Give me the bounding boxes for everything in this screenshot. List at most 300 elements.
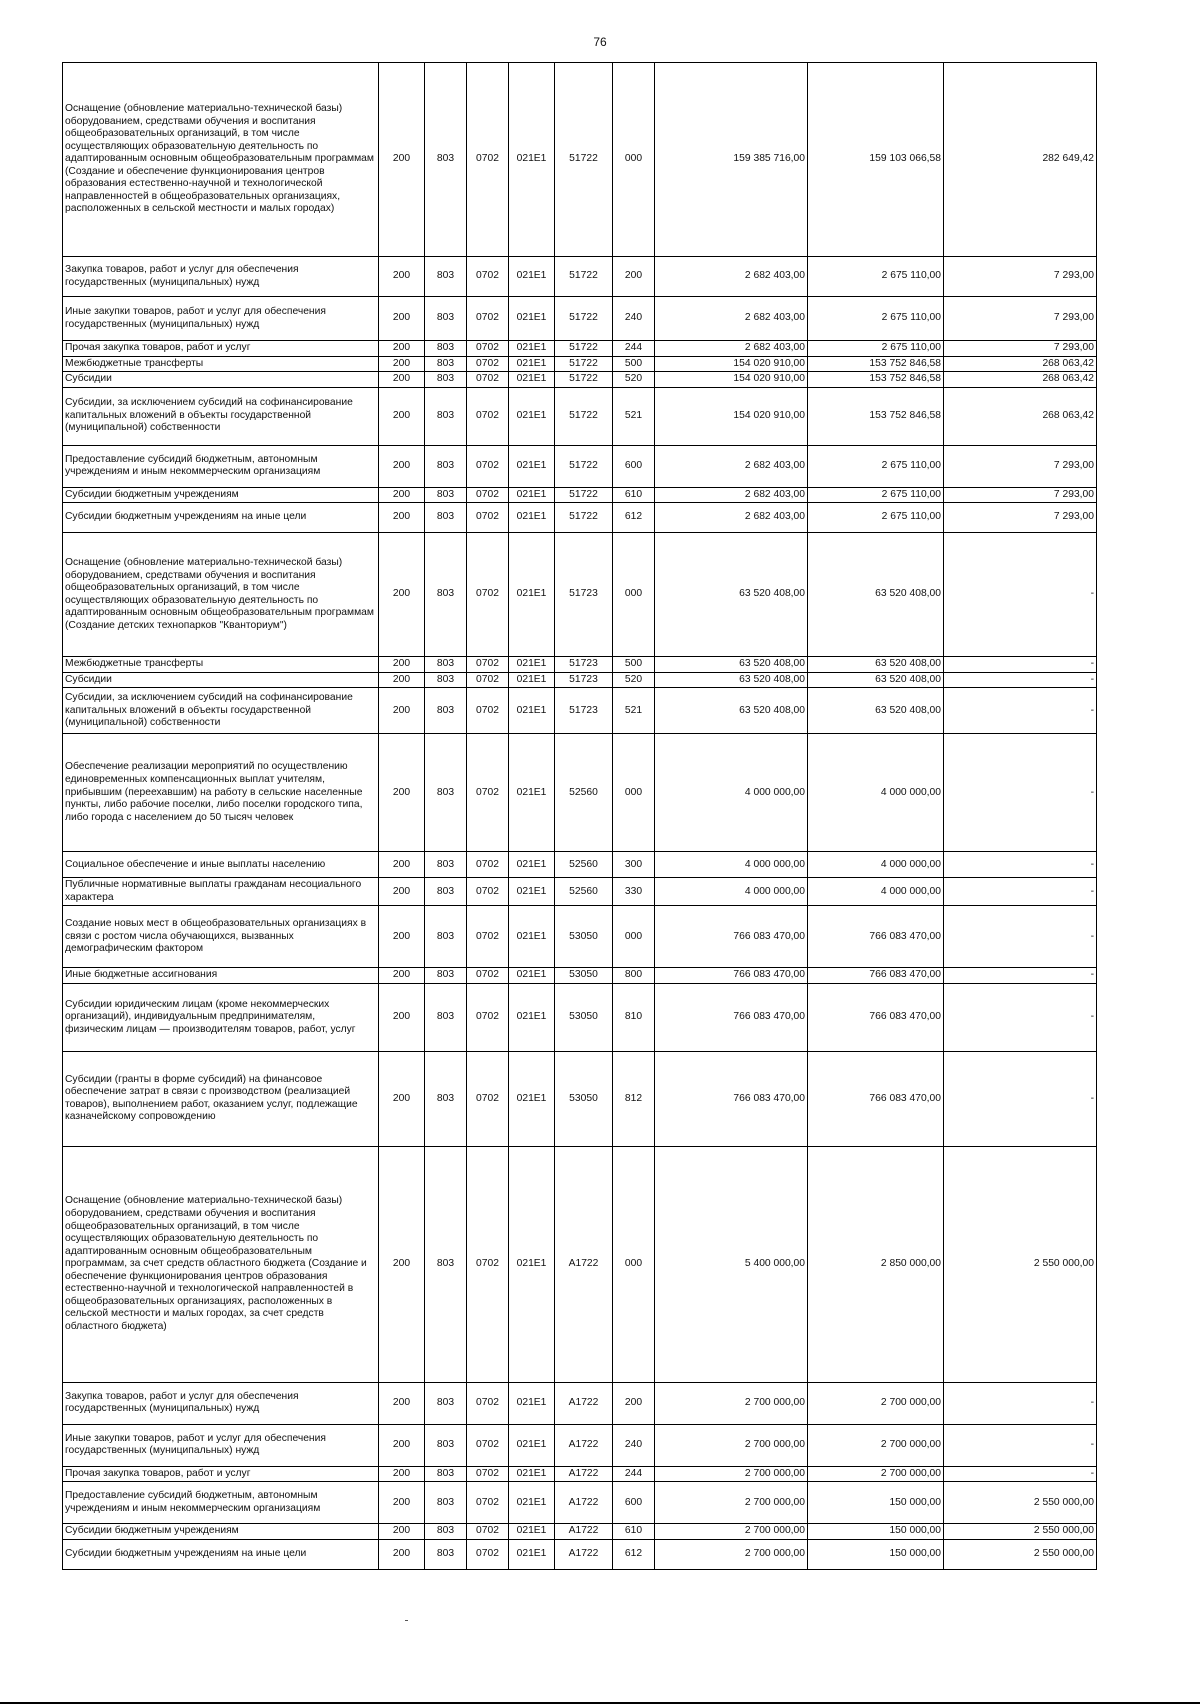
cell-code-section: 0702 [467, 1524, 509, 1540]
cell-approved-amount: 4 000 000,00 [655, 852, 808, 878]
cell-unexecuted-amount: 7 293,00 [944, 487, 1097, 503]
cell-code-ministry: 803 [425, 1424, 467, 1466]
cell-code-expense-type: 610 [613, 487, 655, 503]
cell-code-admin: 200 [379, 533, 425, 657]
cell-executed-amount: 2 700 000,00 [808, 1466, 944, 1482]
cell-code-direction: 53050 [555, 968, 613, 984]
cell-code-section: 0702 [467, 1424, 509, 1466]
cell-description: Иные закупки товаров, работ и услуг для обеспечения государственных (муниципальных) нужд [63, 1424, 379, 1466]
cell-approved-amount: 2 700 000,00 [655, 1524, 808, 1540]
cell-description: Субсидии, за исключением субсидий на софинансирование капитальных вложений в объекты государственной (муниципальной) собственности [63, 688, 379, 734]
cell-description: Закупка товаров, работ и услуг для обеспечения государственных (муниципальных) нужд [63, 257, 379, 297]
cell-code-ministry: 803 [425, 487, 467, 503]
cell-approved-amount: 2 700 000,00 [655, 1540, 808, 1570]
cell-code-admin: 200 [379, 503, 425, 533]
cell-code-expense-type: 610 [613, 1524, 655, 1540]
table-row [63, 1382, 1097, 1424]
cell-code-section: 0702 [467, 1051, 509, 1146]
cell-unexecuted-amount: - [944, 906, 1097, 968]
cell-approved-amount: 2 682 403,00 [655, 445, 808, 487]
cell-code-expense-type: 600 [613, 445, 655, 487]
cell-code-direction: 53050 [555, 983, 613, 1051]
cell-executed-amount: 63 520 408,00 [808, 672, 944, 688]
cell-code-ministry: 803 [425, 1146, 467, 1382]
cell-code-section: 0702 [467, 356, 509, 372]
cell-code-ministry: 803 [425, 734, 467, 852]
table-row [63, 297, 1097, 341]
cell-code-section: 0702 [467, 1482, 509, 1524]
cell-executed-amount: 2 850 000,00 [808, 1146, 944, 1382]
cell-unexecuted-amount: 7 293,00 [944, 503, 1097, 533]
cell-executed-amount: 2 675 110,00 [808, 503, 944, 533]
cell-approved-amount: 4 000 000,00 [655, 878, 808, 906]
cell-code-expense-type: 240 [613, 297, 655, 341]
cell-code-program: 021E1 [509, 1524, 555, 1540]
cell-description: Оснащение (обновление материально-технической базы) оборудованием, средствами обучения и воспитания общеобразовательных организаций, в том числе осуществляющих образовательную деятельность по адаптированным основным общеобразовательным программам, за счет средств областного бюджета (Создание и обеспечение функционирования центров образования естественно-научной и технологической направленностей в общеобразовательных организациях, расположенных в сельской местности и малых городах, за счет средств областного бюджета) [63, 1146, 379, 1382]
cell-description: Прочая закупка товаров, работ и услуг [63, 1466, 379, 1482]
cell-executed-amount: 153 752 846,58 [808, 372, 944, 388]
cell-code-ministry: 803 [425, 445, 467, 487]
cell-code-direction: 51722 [555, 387, 613, 445]
table-row [63, 372, 1097, 388]
cell-code-ministry: 803 [425, 878, 467, 906]
cell-code-ministry: 803 [425, 1466, 467, 1482]
cell-code-section: 0702 [467, 503, 509, 533]
cell-executed-amount: 153 752 846,58 [808, 356, 944, 372]
cell-code-ministry: 803 [425, 1382, 467, 1424]
cell-approved-amount: 5 400 000,00 [655, 1146, 808, 1382]
cell-executed-amount: 2 675 110,00 [808, 445, 944, 487]
table-row [63, 1424, 1097, 1466]
cell-code-admin: 200 [379, 688, 425, 734]
cell-approved-amount: 766 083 470,00 [655, 1051, 808, 1146]
cell-code-admin: 200 [379, 734, 425, 852]
cell-code-expense-type: 500 [613, 356, 655, 372]
cell-code-admin: 200 [379, 878, 425, 906]
cell-code-program: 021E1 [509, 878, 555, 906]
cell-approved-amount: 63 520 408,00 [655, 688, 808, 734]
table-row [63, 983, 1097, 1051]
page-number: 76 [593, 35, 607, 49]
cell-code-program: 021E1 [509, 533, 555, 657]
budget-table [62, 62, 1097, 1570]
cell-description: Обеспечение реализации мероприятий по осуществлению единовременных компенсационных выплат учителям, прибывшим (переехавшим) на работу в сельские населенные пункты, либо рабочие поселки, либо поселки городского типа, либо города с населением до 50 тысяч человек [63, 734, 379, 852]
cell-code-direction: A1722 [555, 1146, 613, 1382]
table-row [63, 533, 1097, 657]
cell-description: Субсидии бюджетным учреждениям [63, 487, 379, 503]
cell-code-section: 0702 [467, 734, 509, 852]
cell-approved-amount: 63 520 408,00 [655, 657, 808, 673]
cell-approved-amount: 2 682 403,00 [655, 503, 808, 533]
cell-description: Прочая закупка товаров, работ и услуг [63, 341, 379, 357]
cell-unexecuted-amount: 7 293,00 [944, 445, 1097, 487]
cell-description: Субсидии юридическим лицам (кроме некоммерческих организаций), индивидуальным предпринимателям, физическим лицам — производителям товаров, работ, услуг [63, 983, 379, 1051]
cell-unexecuted-amount: 2 550 000,00 [944, 1540, 1097, 1570]
cell-code-expense-type: 000 [613, 533, 655, 657]
cell-code-direction: 51722 [555, 503, 613, 533]
cell-approved-amount: 154 020 910,00 [655, 372, 808, 388]
table-row [63, 1540, 1097, 1570]
cell-code-direction: 51722 [555, 372, 613, 388]
cell-code-program: 021E1 [509, 1146, 555, 1382]
cell-description: Оснащение (обновление материально-технической базы) оборудованием, средствами обучения и воспитания общеобразовательных организаций, в том числе осуществляющих образовательную деятельность по адаптированным основным общеобразовательным программам (Создание детских технопарков "Кванториум") [63, 533, 379, 657]
table-body [63, 63, 1097, 1570]
cell-approved-amount: 159 385 716,00 [655, 63, 808, 257]
cell-approved-amount: 2 700 000,00 [655, 1382, 808, 1424]
cell-executed-amount: 150 000,00 [808, 1524, 944, 1540]
cell-code-program: 021E1 [509, 63, 555, 257]
cell-code-section: 0702 [467, 533, 509, 657]
cell-executed-amount: 4 000 000,00 [808, 734, 944, 852]
cell-approved-amount: 63 520 408,00 [655, 533, 808, 657]
cell-code-section: 0702 [467, 983, 509, 1051]
cell-unexecuted-amount: 282 649,42 [944, 63, 1097, 257]
cell-executed-amount: 2 700 000,00 [808, 1382, 944, 1424]
cell-approved-amount: 766 083 470,00 [655, 983, 808, 1051]
cell-code-section: 0702 [467, 487, 509, 503]
cell-description: Субсидии бюджетным учреждениям на иные цели [63, 1540, 379, 1570]
cell-code-program: 021E1 [509, 688, 555, 734]
cell-code-admin: 200 [379, 387, 425, 445]
cell-code-direction: A1722 [555, 1540, 613, 1570]
cell-approved-amount: 766 083 470,00 [655, 968, 808, 984]
table-row [63, 503, 1097, 533]
cell-code-program: 021E1 [509, 906, 555, 968]
cell-code-admin: 200 [379, 445, 425, 487]
cell-description: Иные бюджетные ассигнования [63, 968, 379, 984]
cell-code-admin: 200 [379, 1382, 425, 1424]
cell-approved-amount: 154 020 910,00 [655, 356, 808, 372]
cell-code-program: 021E1 [509, 1466, 555, 1482]
cell-description: Социальное обеспечение и иные выплаты населению [63, 852, 379, 878]
cell-code-program: 021E1 [509, 968, 555, 984]
cell-description: Предоставление субсидий бюджетным, автономным учреждениям и иным некоммерческим организациям [63, 445, 379, 487]
cell-approved-amount: 2 700 000,00 [655, 1466, 808, 1482]
cell-code-ministry: 803 [425, 372, 467, 388]
cell-code-admin: 200 [379, 1051, 425, 1146]
cell-code-direction: 51722 [555, 297, 613, 341]
cell-code-program: 021E1 [509, 672, 555, 688]
cell-code-ministry: 803 [425, 297, 467, 341]
cell-unexecuted-amount: - [944, 983, 1097, 1051]
cell-code-expense-type: 200 [613, 1382, 655, 1424]
cell-approved-amount: 2 682 403,00 [655, 487, 808, 503]
table-row [63, 1051, 1097, 1146]
cell-code-direction: A1722 [555, 1524, 613, 1540]
cell-code-direction: 51723 [555, 688, 613, 734]
cell-code-admin: 200 [379, 657, 425, 673]
cell-code-direction: A1722 [555, 1382, 613, 1424]
cell-code-ministry: 803 [425, 657, 467, 673]
cell-code-section: 0702 [467, 852, 509, 878]
cell-approved-amount: 2 682 403,00 [655, 341, 808, 357]
cell-description: Закупка товаров, работ и услуг для обеспечения государственных (муниципальных) нужд [63, 1382, 379, 1424]
cell-code-direction: 51722 [555, 63, 613, 257]
cell-code-program: 021E1 [509, 657, 555, 673]
cell-code-direction: A1722 [555, 1466, 613, 1482]
cell-code-expense-type: 000 [613, 1146, 655, 1382]
cell-code-section: 0702 [467, 1146, 509, 1382]
cell-code-expense-type: 612 [613, 503, 655, 533]
cell-code-admin: 200 [379, 341, 425, 357]
cell-code-direction: A1722 [555, 1424, 613, 1466]
cell-code-program: 021E1 [509, 1382, 555, 1424]
cell-code-program: 021E1 [509, 341, 555, 357]
cell-unexecuted-amount: - [944, 968, 1097, 984]
cell-approved-amount: 2 682 403,00 [655, 257, 808, 297]
cell-code-admin: 200 [379, 356, 425, 372]
cell-code-direction: 52560 [555, 852, 613, 878]
cell-code-ministry: 803 [425, 1051, 467, 1146]
cell-code-admin: 200 [379, 1146, 425, 1382]
cell-code-program: 021E1 [509, 503, 555, 533]
cell-code-admin: 200 [379, 852, 425, 878]
cell-description: Создание новых мест в общеобразовательных организациях в связи с ростом числа обучающихся, вызванных демографическим фактором [63, 906, 379, 968]
cell-approved-amount: 2 700 000,00 [655, 1482, 808, 1524]
cell-code-admin: 200 [379, 983, 425, 1051]
cell-approved-amount: 154 020 910,00 [655, 387, 808, 445]
cell-unexecuted-amount: - [944, 1051, 1097, 1146]
table-row [63, 445, 1097, 487]
cell-unexecuted-amount: - [944, 1466, 1097, 1482]
cell-code-expense-type: 520 [613, 672, 655, 688]
table-row [63, 906, 1097, 968]
cell-description: Публичные нормативные выплаты гражданам несоциального характера [63, 878, 379, 906]
cell-code-ministry: 803 [425, 387, 467, 445]
cell-unexecuted-amount: 7 293,00 [944, 297, 1097, 341]
table-row [63, 1482, 1097, 1524]
cell-code-expense-type: 300 [613, 852, 655, 878]
cell-code-section: 0702 [467, 1466, 509, 1482]
cell-code-section: 0702 [467, 257, 509, 297]
cell-code-ministry: 803 [425, 983, 467, 1051]
cell-unexecuted-amount: - [944, 878, 1097, 906]
cell-code-section: 0702 [467, 906, 509, 968]
cell-executed-amount: 2 700 000,00 [808, 1424, 944, 1466]
cell-executed-amount: 766 083 470,00 [808, 906, 944, 968]
table-row [63, 852, 1097, 878]
cell-code-admin: 200 [379, 1466, 425, 1482]
cell-executed-amount: 159 103 066,58 [808, 63, 944, 257]
cell-executed-amount: 4 000 000,00 [808, 852, 944, 878]
cell-executed-amount: 150 000,00 [808, 1540, 944, 1570]
cell-approved-amount: 4 000 000,00 [655, 734, 808, 852]
cell-code-direction: 51723 [555, 533, 613, 657]
cell-code-ministry: 803 [425, 852, 467, 878]
cell-code-section: 0702 [467, 1382, 509, 1424]
cell-code-admin: 200 [379, 1540, 425, 1570]
cell-code-program: 021E1 [509, 297, 555, 341]
cell-code-expense-type: 244 [613, 341, 655, 357]
table-row [63, 487, 1097, 503]
cell-code-expense-type: 240 [613, 1424, 655, 1466]
cell-code-program: 021E1 [509, 983, 555, 1051]
cell-code-admin: 200 [379, 968, 425, 984]
cell-code-ministry: 803 [425, 1524, 467, 1540]
cell-executed-amount: 766 083 470,00 [808, 968, 944, 984]
table-row [63, 63, 1097, 257]
cell-code-direction: 51722 [555, 257, 613, 297]
cell-code-program: 021E1 [509, 852, 555, 878]
table-row [63, 657, 1097, 673]
cell-code-program: 021E1 [509, 1540, 555, 1570]
cell-code-expense-type: 810 [613, 983, 655, 1051]
cell-code-expense-type: 244 [613, 1466, 655, 1482]
cell-code-direction: 51723 [555, 672, 613, 688]
cell-code-section: 0702 [467, 688, 509, 734]
cell-code-direction: 51722 [555, 445, 613, 487]
cell-executed-amount: 63 520 408,00 [808, 533, 944, 657]
cell-code-section: 0702 [467, 297, 509, 341]
table-row [63, 387, 1097, 445]
cell-code-ministry: 803 [425, 1482, 467, 1524]
cell-code-ministry: 803 [425, 672, 467, 688]
cell-unexecuted-amount: - [944, 852, 1097, 878]
cell-approved-amount: 2 682 403,00 [655, 297, 808, 341]
table-row [63, 734, 1097, 852]
cell-unexecuted-amount: 7 293,00 [944, 257, 1097, 297]
cell-unexecuted-amount: 268 063,42 [944, 356, 1097, 372]
table-row [63, 672, 1097, 688]
cell-executed-amount: 4 000 000,00 [808, 878, 944, 906]
cell-executed-amount: 150 000,00 [808, 1482, 944, 1524]
cell-code-admin: 200 [379, 63, 425, 257]
cell-code-program: 021E1 [509, 257, 555, 297]
cell-code-admin: 200 [379, 257, 425, 297]
cell-description: Субсидии, за исключением субсидий на софинансирование капитальных вложений в объекты государственной (муниципальной) собственности [63, 387, 379, 445]
cell-executed-amount: 2 675 110,00 [808, 297, 944, 341]
cell-code-direction: 52560 [555, 878, 613, 906]
cell-code-expense-type: 000 [613, 63, 655, 257]
cell-unexecuted-amount: - [944, 734, 1097, 852]
cell-code-expense-type: 612 [613, 1540, 655, 1570]
table-row [63, 257, 1097, 297]
cell-code-program: 021E1 [509, 372, 555, 388]
table-row [63, 1466, 1097, 1482]
cell-description: Оснащение (обновление материально-технической базы) оборудованием, средствами обучения и воспитания общеобразовательных организаций, в том числе осуществляющих образовательную деятельность по адаптированным основным общеобразовательным программам (Создание и обеспечение функционирования центров образования естественно-научной и технологической направленностей в общеобразовательных организациях, расположенных в сельской местности и малых городах) [63, 63, 379, 257]
cell-code-ministry: 803 [425, 688, 467, 734]
cell-unexecuted-amount: 268 063,42 [944, 387, 1097, 445]
cell-description: Субсидии бюджетным учреждениям на иные цели [63, 503, 379, 533]
table-row [63, 878, 1097, 906]
cell-code-expense-type: 800 [613, 968, 655, 984]
cell-executed-amount: 63 520 408,00 [808, 688, 944, 734]
cell-approved-amount: 2 700 000,00 [655, 1424, 808, 1466]
cell-code-program: 021E1 [509, 734, 555, 852]
cell-code-section: 0702 [467, 341, 509, 357]
cell-code-expense-type: 812 [613, 1051, 655, 1146]
cell-executed-amount: 153 752 846,58 [808, 387, 944, 445]
cell-description: Субсидии бюджетным учреждениям [63, 1524, 379, 1540]
cell-code-ministry: 803 [425, 968, 467, 984]
cell-unexecuted-amount: - [944, 672, 1097, 688]
cell-approved-amount: 766 083 470,00 [655, 906, 808, 968]
cell-unexecuted-amount: 2 550 000,00 [944, 1524, 1097, 1540]
cell-unexecuted-amount: 2 550 000,00 [944, 1482, 1097, 1524]
cell-code-program: 021E1 [509, 1424, 555, 1466]
cell-code-expense-type: 330 [613, 878, 655, 906]
cell-code-section: 0702 [467, 445, 509, 487]
table-row [63, 1146, 1097, 1382]
cell-code-section: 0702 [467, 387, 509, 445]
cell-approved-amount: 63 520 408,00 [655, 672, 808, 688]
cell-code-direction: A1722 [555, 1482, 613, 1524]
cell-code-section: 0702 [467, 372, 509, 388]
cell-code-section: 0702 [467, 968, 509, 984]
cell-code-ministry: 803 [425, 906, 467, 968]
scan-speck [405, 1620, 408, 1621]
cell-code-expense-type: 000 [613, 734, 655, 852]
cell-executed-amount: 2 675 110,00 [808, 257, 944, 297]
cell-code-direction: 51723 [555, 657, 613, 673]
cell-unexecuted-amount: 2 550 000,00 [944, 1146, 1097, 1382]
cell-description: Субсидии [63, 372, 379, 388]
cell-code-admin: 200 [379, 297, 425, 341]
cell-code-expense-type: 521 [613, 688, 655, 734]
cell-code-direction: 51722 [555, 487, 613, 503]
cell-description: Субсидии (гранты в форме субсидий) на финансовое обеспечение затрат в связи с производством (реализацией товаров), выполнением работ, оказанием услуг, подлежащие казначейскому сопровождению [63, 1051, 379, 1146]
cell-code-ministry: 803 [425, 356, 467, 372]
cell-code-direction: 53050 [555, 1051, 613, 1146]
table-row [63, 341, 1097, 357]
cell-unexecuted-amount: - [944, 1382, 1097, 1424]
cell-code-expense-type: 600 [613, 1482, 655, 1524]
cell-code-admin: 200 [379, 672, 425, 688]
cell-code-ministry: 803 [425, 1540, 467, 1570]
cell-code-admin: 200 [379, 1482, 425, 1524]
cell-description: Предоставление субсидий бюджетным, автономным учреждениям и иным некоммерческим организациям [63, 1482, 379, 1524]
page-bottom-edge [0, 1702, 1200, 1704]
cell-code-ministry: 803 [425, 533, 467, 657]
cell-executed-amount: 2 675 110,00 [808, 487, 944, 503]
cell-code-direction: 51722 [555, 341, 613, 357]
cell-code-program: 021E1 [509, 356, 555, 372]
table-row [63, 1524, 1097, 1540]
cell-unexecuted-amount: 268 063,42 [944, 372, 1097, 388]
cell-code-admin: 200 [379, 372, 425, 388]
cell-unexecuted-amount: - [944, 657, 1097, 673]
cell-code-ministry: 803 [425, 257, 467, 297]
cell-unexecuted-amount: 7 293,00 [944, 341, 1097, 357]
cell-code-ministry: 803 [425, 63, 467, 257]
cell-code-admin: 200 [379, 1524, 425, 1540]
cell-code-direction: 51722 [555, 356, 613, 372]
table-row [63, 968, 1097, 984]
cell-description: Межбюджетные трансферты [63, 356, 379, 372]
cell-code-admin: 200 [379, 1424, 425, 1466]
cell-code-ministry: 803 [425, 341, 467, 357]
cell-code-expense-type: 000 [613, 906, 655, 968]
cell-code-program: 021E1 [509, 1482, 555, 1524]
cell-executed-amount: 63 520 408,00 [808, 657, 944, 673]
cell-code-program: 021E1 [509, 445, 555, 487]
cell-code-expense-type: 200 [613, 257, 655, 297]
cell-code-section: 0702 [467, 657, 509, 673]
cell-description: Иные закупки товаров, работ и услуг для обеспечения государственных (муниципальных) нужд [63, 297, 379, 341]
cell-code-section: 0702 [467, 1540, 509, 1570]
cell-code-section: 0702 [467, 878, 509, 906]
cell-unexecuted-amount: - [944, 533, 1097, 657]
cell-code-program: 021E1 [509, 387, 555, 445]
cell-executed-amount: 766 083 470,00 [808, 1051, 944, 1146]
cell-code-ministry: 803 [425, 503, 467, 533]
cell-code-admin: 200 [379, 906, 425, 968]
cell-code-admin: 200 [379, 487, 425, 503]
table-row [63, 688, 1097, 734]
cell-executed-amount: 766 083 470,00 [808, 983, 944, 1051]
cell-code-program: 021E1 [509, 487, 555, 503]
cell-code-expense-type: 521 [613, 387, 655, 445]
